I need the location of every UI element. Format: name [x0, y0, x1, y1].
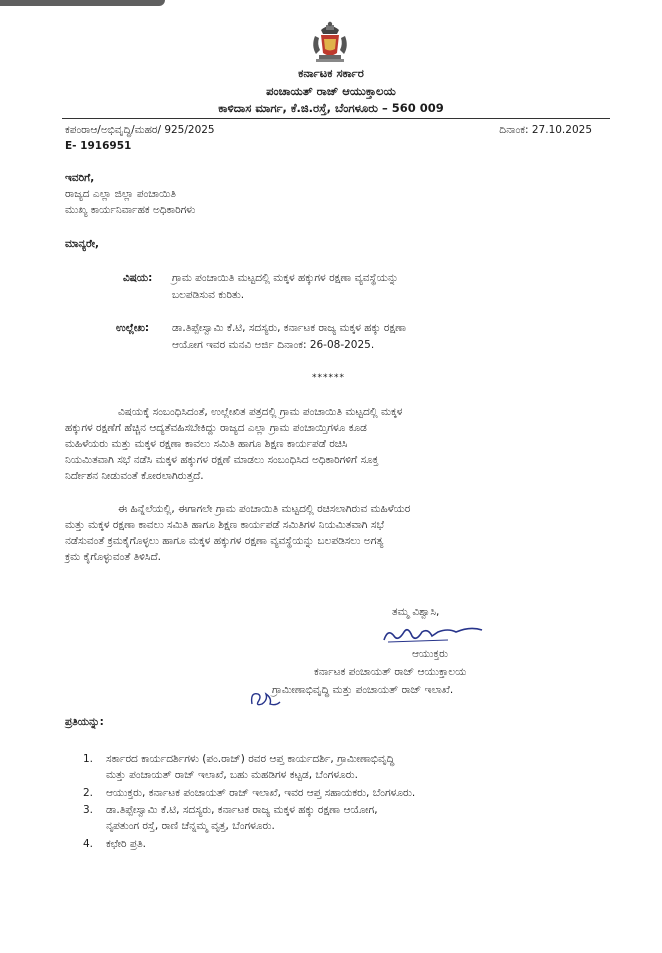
copies-heading: ಪ್ರತಿಯನ್ನು:: [65, 716, 104, 728]
recipient-line-1: ರಾಜ್ಯದ ಎಲ್ಲಾ ಜಿಲ್ಲಾ ಪಂಚಾಯಿತಿ: [65, 188, 176, 200]
karnataka-emblem-icon: [307, 20, 353, 64]
recipient-to: ಇವರಿಗೆ,: [65, 172, 95, 184]
header-government: ಕರ್ನಾಟಕ ಸರ್ಕಾರ: [298, 66, 364, 80]
subject-line-2: ಬಲಪಡಿಸುವ ಕುರಿತು.: [172, 289, 245, 301]
copy-item-3-line-1: ಡಾ.ತಿಪ್ಪೇಸ್ವಾಮಿ ಕೆ.ಟಿ, ಸದಸ್ಯರು, ಕರ್ನಾಟಕ ರಾಜ್ಯ ಮಕ್ಕಳ ಹಕ್ಕು ರಕ್ಷಣಾ ಆಯೋಗ,: [106, 804, 378, 816]
copy-item-3-number: 3.: [83, 804, 94, 816]
copy-item-4-number: 4.: [83, 838, 94, 850]
header-divider: [62, 118, 610, 119]
subject-line-1: ಗ್ರಾಮ ಪಂಚಾಯಿತಿ ಮಟ್ಟದಲ್ಲಿ ಮಕ್ಕಳ ಹಕ್ಕುಗಳ ರಕ್ಷಣಾ ವ್ಯವಸ್ಥೆಯನ್ನು: [172, 272, 399, 284]
body-para2-line-4: ಕ್ರಮ ಕೈಗೊಳ್ಳುವಂತೆ ತಿಳಿಸಿದೆ.: [65, 551, 162, 563]
signatory-office-2: ಗ್ರಾಮೀಣಾಭಿವೃದ್ಧಿ ಮತ್ತು ಪಂಚಾಯತ್ ರಾಜ್ ಇಲಾಖೆ.: [272, 684, 454, 696]
body-para1-line-4: ನಿಯಮಿತವಾಗಿ ಸಭೆ ನಡೆಸಿ ಮಕ್ಕಳ ಹಕ್ಕುಗಳ ರಕ್ಷಣೆ ಮಾಡಲು ಸಂಬಂಧಿಸಿದ ಅಧಿಕಾರಿಗಳಿಗೆ ಸೂಕ್ತ: [65, 454, 379, 466]
body-para1-line-2: ಹಕ್ಕುಗಳ ರಕ್ಷಣೆಗೆ ಹೆಚ್ಚಿನ ಆದ್ಯತೆವಹಿಸಬೇಕಿದ್ದು ರಾಜ್ಯದ ಎಲ್ಲಾ ಗ್ರಾಮ ಪಂಚಾಯ್ತಿಗಳೂ ಕೂಡ: [65, 422, 367, 434]
signatory-office-1: ಕರ್ನಾಟಕ ಪಂಚಾಯತ್ ರಾಜ್ ಆಯುಕ್ತಾಲಯ: [314, 666, 467, 678]
initials-icon: [248, 686, 282, 710]
salutation: ಮಾನ್ಯರೇ,: [65, 238, 99, 250]
subject-label: ವಿಷಯ:: [123, 272, 153, 284]
body-para2-line-1: ಈ ಹಿನ್ನೆಲೆಯಲ್ಲಿ, ಈಗಾಗಲೇ ಗ್ರಾಮ ಪಂಚಾಯಿತಿ ಮಟ್ಟದಲ್ಲಿ ರಚಿಸಲಾಗಿರುವ ಮಹಿಳೆಯರ: [118, 503, 411, 515]
copy-item-1-line-1: ಸರ್ಕಾರದ ಕಾರ್ಯದರ್ಶಿಗಳು (ಪಂ.ರಾಜ್) ರವರ ಆಪ್ತ ಕಾರ್ಯದರ್ಶಿ, ಗ್ರಾಮೀಣಾಭಿವೃದ್ಧಿ: [106, 753, 395, 765]
body-para2-line-2: ಮತ್ತು ಮಕ್ಕಳ ರಕ್ಷಣಾ ಕಾವಲು ಸಮಿತಿ ಹಾಗೂ ಶಿಕ್ಷಣ ಕಾರ್ಯಪಡೆ ಸಮಿತಿಗಳ ನಿಯಮಿತವಾಗಿ ಸಭೆ: [65, 519, 385, 531]
reference-line-2: ಆಯೋಗ ಇವರ ಮನವಿ ಅರ್ಜಿ ದಿನಾಂಕ: 26-08-2025.: [172, 339, 375, 351]
copy-item-1-number: 1.: [83, 753, 94, 765]
body-para1-line-3: ಮಹಿಳೆಯರು ಮತ್ತು ಮಕ್ಕಳ ರಕ್ಷಣಾ ಕಾವಲು ಸಮಿತಿ ಹಾಗೂ ಶಿಕ್ಷಣ ಕಾರ್ಯಪಡೆ ರಚಿಸಿ: [65, 438, 348, 450]
copy-item-3-line-2: ನೃಪತುಂಗ ರಸ್ತೆ, ರಾಣಿ ಚೆನ್ನಮ್ಮ ವೃತ್ತ, ಬೆಂಗಳೂರು.: [106, 820, 275, 832]
reference-line-1: ಡಾ.ತಿಪ್ಪೇಸ್ವಾಮಿ ಕೆ.ಟಿ, ಸದಸ್ಯರು, ಕರ್ನಾಟಕ ರಾಜ್ಯ ಮಕ್ಕಳ ಹಕ್ಕು ರಕ್ಷಣಾ: [172, 322, 407, 334]
copy-item-1-line-2: ಮತ್ತು ಪಂಚಾಯತ್ ರಾಜ್ ಇಲಾಖೆ, ಬಹು ಮಹಡಿಗಳ ಕಟ್ಟಡ, ಬೆಂಗಳೂರು.: [106, 769, 358, 781]
separator-stars: ******: [312, 373, 345, 383]
header-department: ಪಂಚಾಯತ್ ರಾಜ್ ಆಯುಕ್ತಾಲಯ: [266, 84, 396, 98]
copy-item-2-line-1: ಆಯುಕ್ತರು, ಕರ್ನಾಟಕ ಪಂಚಾಯತ್ ರಾಜ್ ಇಲಾಖೆ, ಇವರ ಆಪ್ತ ಸಹಾಯಕರು, ಬೆಂಗಳೂರು.: [106, 787, 416, 799]
e-file-number: E- 1916951: [65, 140, 132, 152]
body-para1-line-1: ವಿಷಯಕ್ಕೆ ಸಂಬಂಧಿಸಿದಂತೆ, ಉಲ್ಲೇಖಿತ ಪತ್ರದಲ್ಲಿ ಗ್ರಾಮ ಪಂಚಾಯಿತಿ ಮಟ್ಟದಲ್ಲಿ ಮಕ್ಕಳ: [118, 406, 403, 418]
reference-number: ಕಪಂರಾಆ/ಅಭಿವೃದ್ಧಿ/ಮಹರ/ 925/2025: [65, 124, 215, 136]
reference-label: ಉಲ್ಲೇಖ:: [116, 322, 150, 334]
signatory-title: ಆಯುಕ್ತರು: [412, 648, 449, 660]
body-para1-line-5: ನಿರ್ದೇಶನ ನೀಡುವಂತೆ ಕೋರಲಾಗಿರುತ್ತದೆ.: [65, 470, 204, 482]
closing-yours-faithfully: ತಮ್ಮ ವಿಶ್ವಾಸಿ,: [392, 606, 440, 618]
body-para2-line-3: ನಡೆಸುವಂತೆ ಕ್ರಮಕೈಗೊಳ್ಳಲು ಹಾಗೂ ಮಕ್ಕಳ ಹಕ್ಕುಗಳ ರಕ್ಷಣಾ ವ್ಯವಸ್ಥೆಯನ್ನು ಬಲಪಡಿಸಲು ಅಗತ್ಯ: [65, 535, 384, 547]
letter-date: ದಿನಾಂಕ: 27.10.2025: [499, 124, 592, 136]
header-address: ಕಾಳಿದಾಸ ಮಾರ್ಗ, ಕೆ.ಜಿ.ರಸ್ತೆ, ಬೆಂಗಳೂರು – 560 009: [218, 101, 444, 115]
signature-icon: [378, 622, 488, 648]
recipient-line-2: ಮುಖ್ಯ ಕಾರ್ಯನಿರ್ವಾಹಕ ಅಧಿಕಾರಿಗಳು: [65, 204, 196, 216]
copy-item-4-line-1: ಕಛೇರಿ ಪ್ರತಿ.: [106, 838, 147, 850]
copy-item-2-number: 2.: [83, 787, 94, 799]
